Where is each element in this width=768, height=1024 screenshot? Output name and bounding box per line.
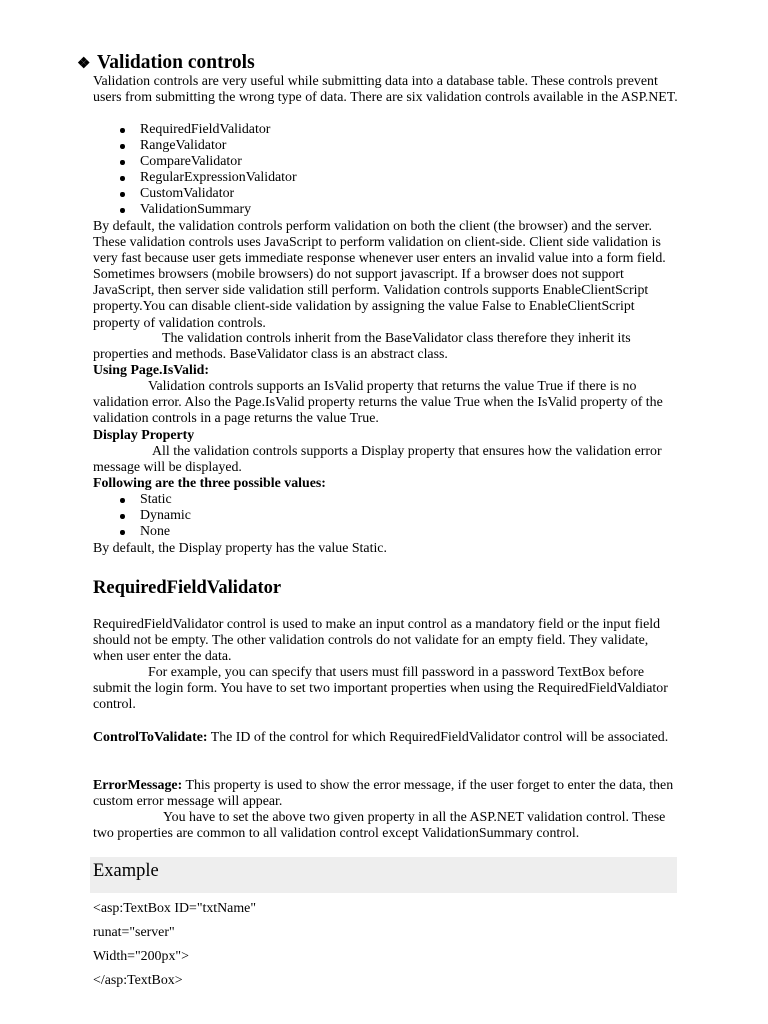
errormessage-text: This property is used to show the error message, if the user forget to enter the data, then custom error message will appear. xyxy=(93,778,674,810)
values-heading: Following are the three possible values: xyxy=(93,476,326,491)
intro-paragraph: Validation controls are very useful while submitting data into a database table. These controls prevent users from submitting the wrong type of data. There are six validation controls available in the ASP.NET. xyxy=(93,74,678,106)
set-properties-text: You have to set the above two given property in all the ASP.NET validation control. These two properties are common to all validation control except ValidationSummary control. xyxy=(93,810,666,842)
display-heading: Display Property xyxy=(93,428,195,443)
list-item: CustomValidator xyxy=(118,186,297,202)
list-item: Dynamic xyxy=(118,508,191,524)
controltovalidate-label: ControlToValidate: xyxy=(93,730,208,745)
isvalid-heading: Using Page.IsValid: xyxy=(93,363,210,378)
list-item: RegularExpressionValidator xyxy=(118,170,297,186)
validation-controls-list xyxy=(118,122,297,219)
diamond-bullet-icon: ❖ xyxy=(77,56,91,72)
controltovalidate-paragraph xyxy=(93,730,678,746)
rfv-example-text: For example, you can specify that users must fill password in a password TextBox before submit the login form. You have to set two important properties when using the RequiredFieldValdiator control. xyxy=(93,665,668,713)
isvalid-text: Validation controls supports an IsValid property that returns the value True if there is no validation error. Also the Page.IsValid property returns the value True when the IsValid property of the validation controls in a page returns the value True. xyxy=(93,379,663,427)
code-line: runat="server" xyxy=(93,925,175,940)
inherit-text: The validation controls inherit from the BaseValidator class therefore they inherit its properties and methods. BaseValidator class is an abstract class. xyxy=(93,331,631,363)
default-validation-paragraph: By default, the validation controls perform validation on both the client (the browser) and the server. These validation controls uses JavaScript to perform validation on client-side. Client side validation is very fast because user gets immediate response whenever user enters an invalid value into a form field. Sometimes browsers (mobile browsers) do not support javascript. If a browser does not support JavaScript, then server side validation still perform. Validation controls supports EnableClientScript property.You can disable client-side validation by assigning the value False to EnableClientScript property of validation controls. xyxy=(93,219,666,331)
list-item: None xyxy=(118,524,191,540)
inherit-paragraph xyxy=(93,331,678,363)
rfv-example-paragraph xyxy=(93,665,678,713)
rfv-intro-paragraph: RequiredFieldValidator control is used to make an input control as a mandatory field or the input field should not be empty. The other validation controls do not validate for an empty field. They validate, when user enter the data. xyxy=(93,617,661,665)
code-line: Width="200px"> xyxy=(93,949,189,964)
controltovalidate-text: The ID of the control for which RequiredFieldValidator control will be associated. xyxy=(207,730,669,745)
section-title: Validation controls xyxy=(97,52,255,73)
isvalid-paragraph xyxy=(93,379,678,427)
set-properties-paragraph xyxy=(93,810,678,842)
rfv-heading: RequiredFieldValidator xyxy=(93,578,282,598)
errormessage-paragraph xyxy=(93,778,678,810)
display-paragraph xyxy=(93,444,678,476)
list-item: CompareValidator xyxy=(118,154,297,170)
errormessage-label: ErrorMessage: xyxy=(93,778,183,793)
list-item: ValidationSummary xyxy=(118,202,297,218)
example-heading: Example xyxy=(93,861,159,881)
list-item: RangeValidator xyxy=(118,138,297,154)
code-line: <asp:TextBox ID="txtName" xyxy=(93,901,256,916)
display-text: All the validation controls supports a Display property that ensures how the validation error message will be displayed. xyxy=(93,444,662,476)
example-heading-box xyxy=(90,857,677,893)
list-item: RequiredFieldValidator xyxy=(118,122,297,138)
section-heading xyxy=(77,52,255,75)
display-default-paragraph: By default, the Display property has the value Static. xyxy=(93,541,387,556)
code-line: </asp:TextBox> xyxy=(93,973,183,988)
list-item: Static xyxy=(118,492,191,508)
display-values-list xyxy=(118,492,191,540)
